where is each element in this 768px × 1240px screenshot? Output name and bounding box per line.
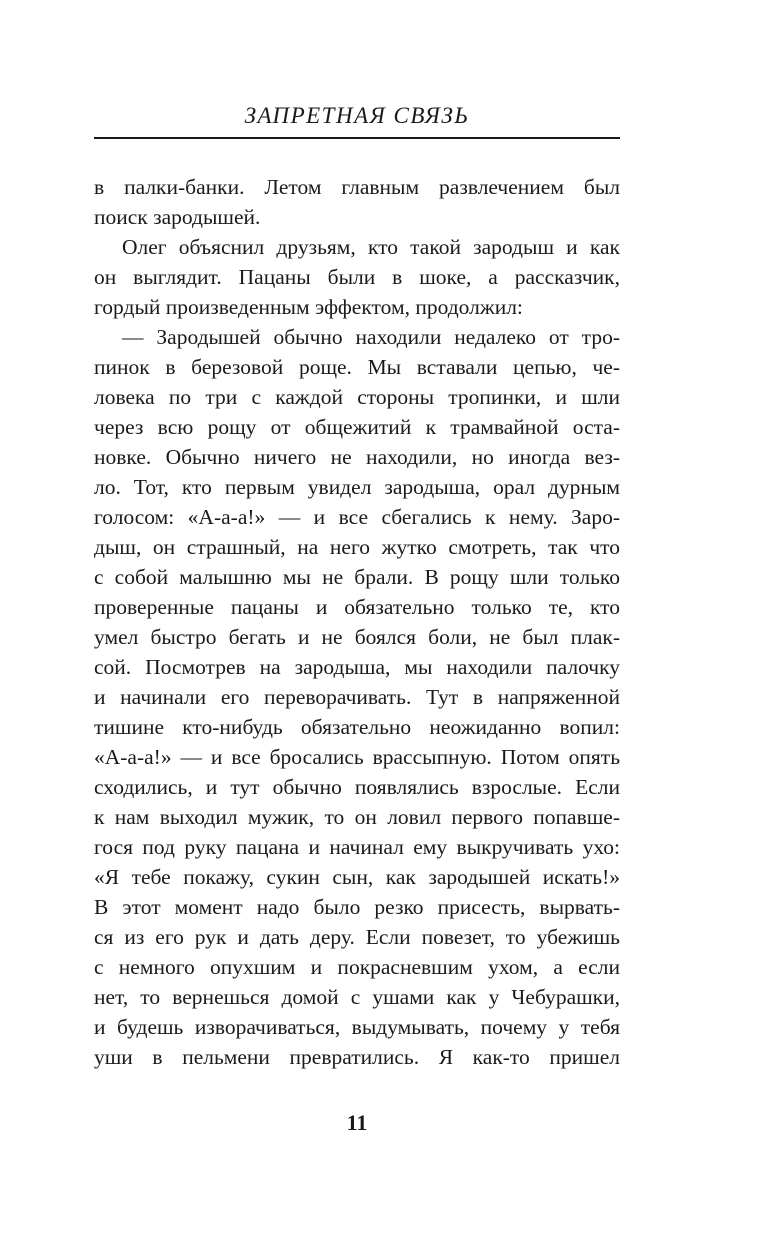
text-line: гордый произведенным эффектом, продолжил: bbox=[94, 295, 523, 319]
header-rule bbox=[94, 137, 620, 139]
text-line: через всю рощу от общежитий к трамвайной оста- bbox=[94, 415, 620, 439]
text-line: «Я тебе покажу, сукин сын, как зародышей искать!» bbox=[94, 865, 620, 889]
text-line: — Зародышей обычно находили недалеко от тро- bbox=[122, 325, 620, 349]
text-line: новке. Обычно ничего не находили, но иногда вез- bbox=[94, 445, 620, 469]
text-line: в палки-банки. Летом главным развлечением был bbox=[94, 175, 620, 199]
text-line: сой. Посмотрев на зародыша, мы находили палочку bbox=[94, 655, 620, 679]
text-line: сходились, и тут обычно появлялись взрослые. Если bbox=[94, 775, 620, 799]
text-line: и будешь изворачиваться, выдумывать, почему у тебя bbox=[94, 1015, 620, 1039]
running-title: ЗАПРЕТНАЯ СВЯЗЬ bbox=[244, 103, 470, 128]
text-line: к нам выходил мужик, то он ловил первого попавше- bbox=[94, 805, 620, 829]
text-line: проверенные пацаны и обязательно только те, кто bbox=[94, 595, 620, 619]
text-line: поиск зародышей. bbox=[94, 205, 261, 229]
text-line: голосом: «А-а-а!» — и все сбегались к нему. Заро- bbox=[94, 505, 620, 529]
text-line: с немного опухшим и покрасневшим ухом, а если bbox=[94, 955, 620, 979]
text-line: тишине кто-нибудь обязательно неожиданно вопил: bbox=[94, 715, 620, 739]
text-line: ловека по три с каждой стороны тропинки, и шли bbox=[94, 385, 620, 409]
text-line: нет, то вернешься домой с ушами как у Чебурашки, bbox=[94, 985, 620, 1009]
text-line: уши в пельмени превратились. Я как-то пришел bbox=[94, 1045, 620, 1069]
text-line: ло. Тот, кто первым увидел зародыша, орал дурным bbox=[94, 475, 620, 499]
text-line: с собой малышню мы не брали. В рощу шли только bbox=[94, 565, 620, 589]
text-line: он выглядит. Пацаны были в шоке, а рассказчик, bbox=[94, 265, 620, 289]
text-line: Олег объяснил друзьям, кто такой зародыш и как bbox=[122, 235, 620, 259]
text-line: умел быстро бегать и не боялся боли, не был плак- bbox=[94, 625, 620, 649]
text-line: гося под руку пацана и начинал ему выкручивать ухо: bbox=[94, 835, 620, 859]
text-line: и начинали его переворачивать. Тут в напряженной bbox=[94, 685, 620, 709]
text-line: дыш, он страшный, на него жутко смотреть, так что bbox=[94, 535, 620, 559]
text-line: «А-а-а!» — и все бросались врассыпную. Потом опять bbox=[94, 745, 620, 769]
page-number: 11 bbox=[346, 1110, 368, 1135]
text-line: В этот момент надо было резко присесть, вырвать- bbox=[94, 895, 620, 919]
text-line: пинок в березовой роще. Мы вставали цепью, че- bbox=[94, 355, 620, 379]
body-text bbox=[94, 172, 620, 1072]
text-line: ся из его рук и дать деру. Если повезет, то убежишь bbox=[94, 925, 620, 949]
